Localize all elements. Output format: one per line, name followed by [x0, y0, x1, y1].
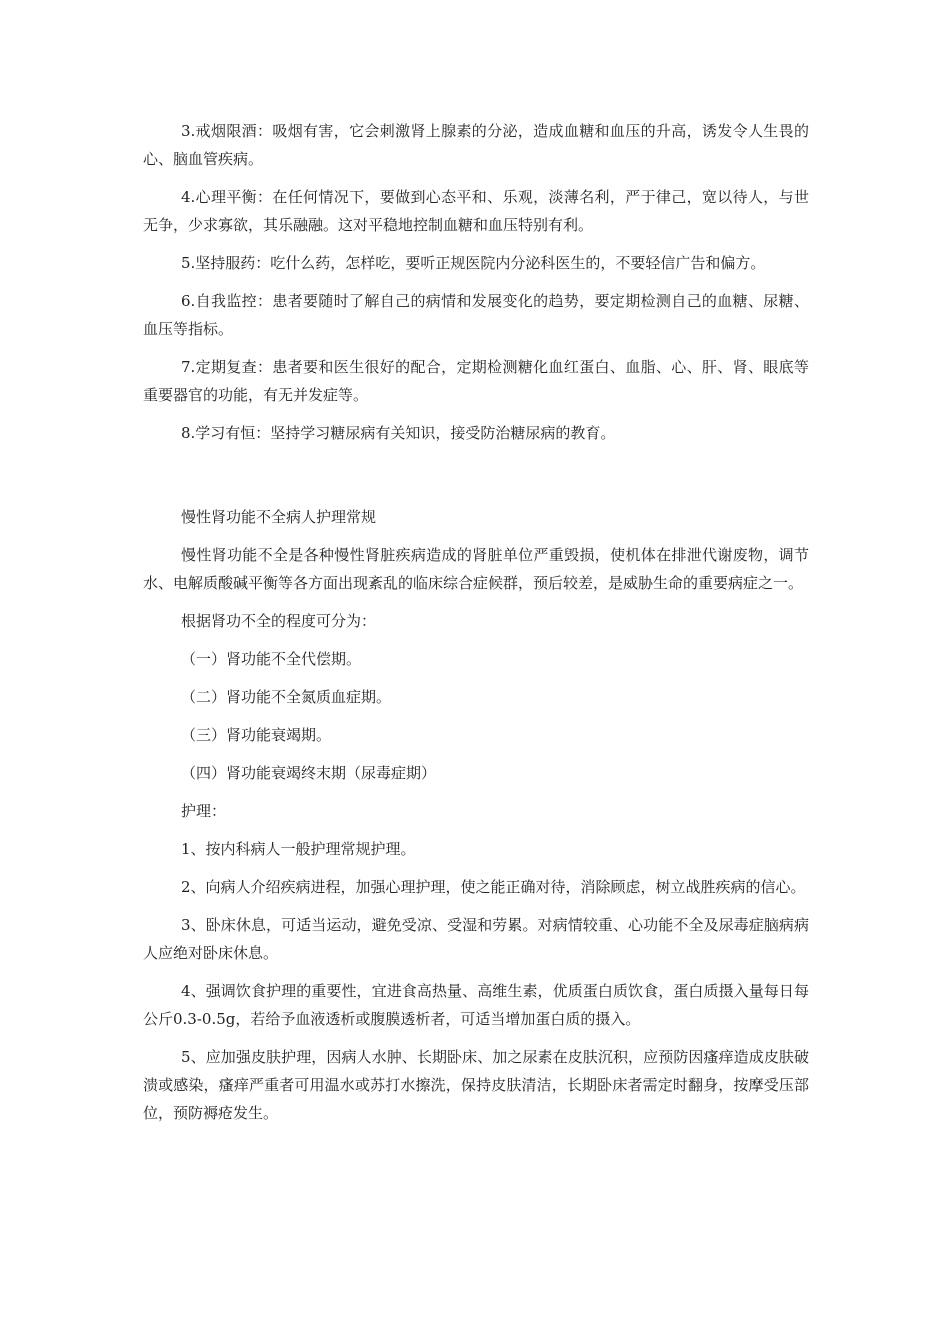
stage-item: （一）肾功能不全代偿期。: [181, 650, 362, 668]
stage-item: （三）肾功能衰竭期。: [181, 726, 332, 744]
care-item: 5、应加强皮肤护理，因病人水肿、长期卧床、加之尿素在皮肤沉积，应预防因瘙痒造成皮肤破溃或感染，瘙痒严重者可用温水或苏打水擦洗，保持皮肤清洁，长期卧床者需定时翻身，按摩受压部位，预防褥疮发生。: [143, 1048, 809, 1122]
care-item: 1、按内科病人一般护理常规护理。: [181, 840, 416, 858]
intro-paragraph: 慢性肾功能不全是各种慢性肾脏疾病造成的肾脏单位严重毁损，使机体在排泄代谢废物，调节水、电解质酸碱平衡等各方面出现紊乱的临床综合症候群，预后较差，是威胁生命的重要病症之一。: [143, 546, 809, 592]
list-item: 3.戒烟限酒：吸烟有害，它会刺激肾上腺素的分泌，造成血糖和血压的升高，诱发令人生畏的心、脑血管疾病。: [143, 122, 809, 168]
stages-lead: 根据肾功不全的程度可分为：: [181, 612, 377, 630]
section-title: 慢性肾功能不全病人护理常规: [181, 508, 377, 526]
document-page: [143, 117, 809, 1137]
list-item: 7.定期复查：患者要和医生很好的配合，定期检测糖化血红蛋白、血脂、心、肝、肾、眼底等重要器官的功能，有无并发症等。: [143, 358, 809, 404]
care-item: 2、向病人介绍疾病进程，加强心理护理，使之能正确对待，消除顾虑，树立战胜疾病的信心。: [181, 878, 806, 896]
list-item: 6.自我监控：患者要随时了解自己的病情和发展变化的趋势，要定期检测自己的血糖、尿糖、血压等指标。: [143, 292, 809, 338]
list-item: 4.心理平衡：在任何情况下，要做到心态平和、乐观，淡薄名利，严于律己，宽以待人，与世无争，少求寡欲，其乐融融。这对平稳地控制血糖和血压特别有利。: [143, 188, 809, 234]
stage-item: （四）肾功能衰竭终末期（尿毒症期）: [181, 764, 437, 782]
list-item: 5.坚持服药：吃什么药，怎样吃，要听正规医院内分泌科医生的，不要轻信广告和偏方。: [181, 254, 766, 272]
stage-item: （二）肾功能不全氮质血症期。: [181, 688, 392, 706]
care-item: 4、强调饮食护理的重要性，宜进食高热量、高维生素，优质蛋白质饮食，蛋白质摄入量每日每公斤0.3-0.5g，若给予血液透析或腹膜透析者，可适当增加蛋白质的摄入。: [143, 982, 809, 1028]
list-item: 8.学习有恒：坚持学习糖尿病有关知识，接受防治糖尿病的教育。: [181, 424, 616, 442]
care-item: 3、卧床休息，可适当运动，避免受凉、受湿和劳累。对病情较重、心功能不全及尿毒症脑病病人应绝对卧床休息。: [143, 916, 809, 962]
care-lead: 护理：: [181, 802, 227, 820]
section-spacer: [143, 457, 809, 503]
